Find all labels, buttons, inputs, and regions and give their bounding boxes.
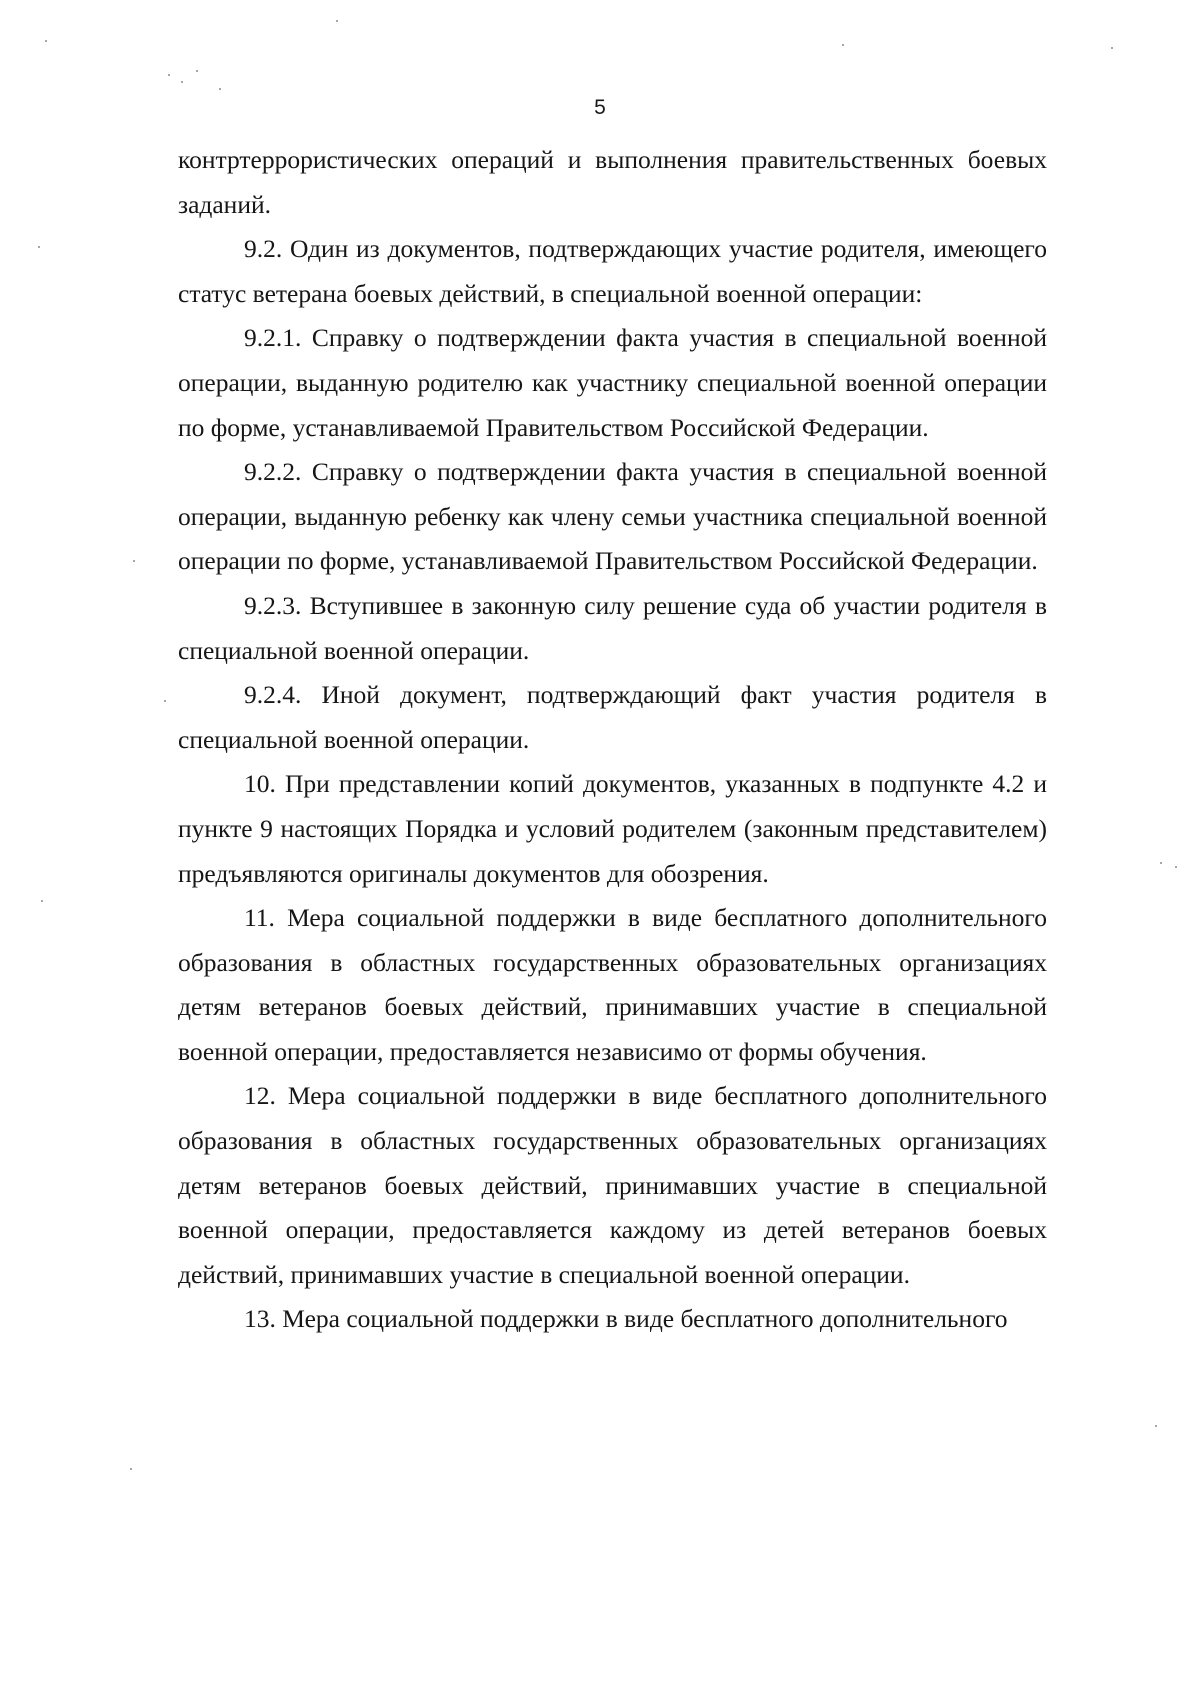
paragraph-9-2: 9.2. Один из документов, подтверждающих участие родителя, имеющего статус ветерана боевых действий, в специальной военной операции: — [178, 234, 1047, 308]
scan-speck — [41, 900, 43, 902]
paragraph-9-2-2: 9.2.2. Справку о подтверждении факта участия в специальной военной операции, выданную ребенку как члену семьи участника специальной военной операции по форме, устанавливаемой Правительством Российской Федерации. — [178, 457, 1047, 576]
paragraph-12: 12. Мера социальной поддержки в виде бесплатного дополнительного образования в областных государственных образовательных организациях детям ветеранов боевых действий, принимавших участие в специальной военной операции, предоставляется каждому из детей ветеранов боевых действий, принимавших участие в специальной военной операции. — [178, 1081, 1047, 1289]
scan-speck — [164, 700, 166, 702]
paragraph-9-2-4: 9.2.4. Иной документ, подтверждающий факт участия родителя в специальной военной операции. — [178, 680, 1047, 754]
scan-speck — [168, 74, 170, 76]
paragraph-9-2-3: 9.2.3. Вступившее в законную силу решение суда об участии родителя в специальной военной операции. — [178, 590, 1047, 665]
scan-speck — [133, 560, 135, 562]
scan-speck — [45, 40, 47, 42]
scan-speck — [1175, 866, 1177, 868]
scan-speck — [181, 81, 183, 83]
scan-speck — [1160, 862, 1162, 864]
scan-speck — [130, 1468, 132, 1470]
scan-speck — [38, 246, 40, 248]
scan-speck — [1111, 47, 1113, 49]
scan-speck — [336, 20, 338, 22]
paragraph-13: 13. Мера социальной поддержки в виде бесплатного дополнительного — [244, 1304, 1008, 1334]
scan-speck — [1155, 1425, 1157, 1427]
paragraph-11: 11. Мера социальной поддержки в виде бесплатного дополнительного образования в областных государственных образовательных организациях детям ветеранов боевых действий, принимавших участие в специальной военной операции, предоставляется независимо от формы обучения. — [178, 903, 1047, 1066]
scan-speck — [842, 44, 844, 46]
page-number: 5 — [594, 96, 606, 119]
scan-speck — [219, 88, 221, 90]
paragraph-continuation: контртеррористических операций и выполнения правительственных боевых заданий. — [178, 145, 1047, 219]
paragraph-10: 10. При представлении копий документов, указанных в подпункте 4.2 и пункте 9 настоящих Порядка и условий родителем (законным представителем) предъявляются оригиналы документов для обозрения. — [178, 769, 1047, 888]
scan-speck — [196, 70, 198, 72]
document-body — [178, 138, 1047, 1342]
paragraph-9-2-1: 9.2.1. Справку о подтверждении факта участия в специальной военной операции, выданную родителю как участнику специальной военной операции по форме, устанавливаемой Правительством Российской Федерации. — [178, 323, 1047, 442]
